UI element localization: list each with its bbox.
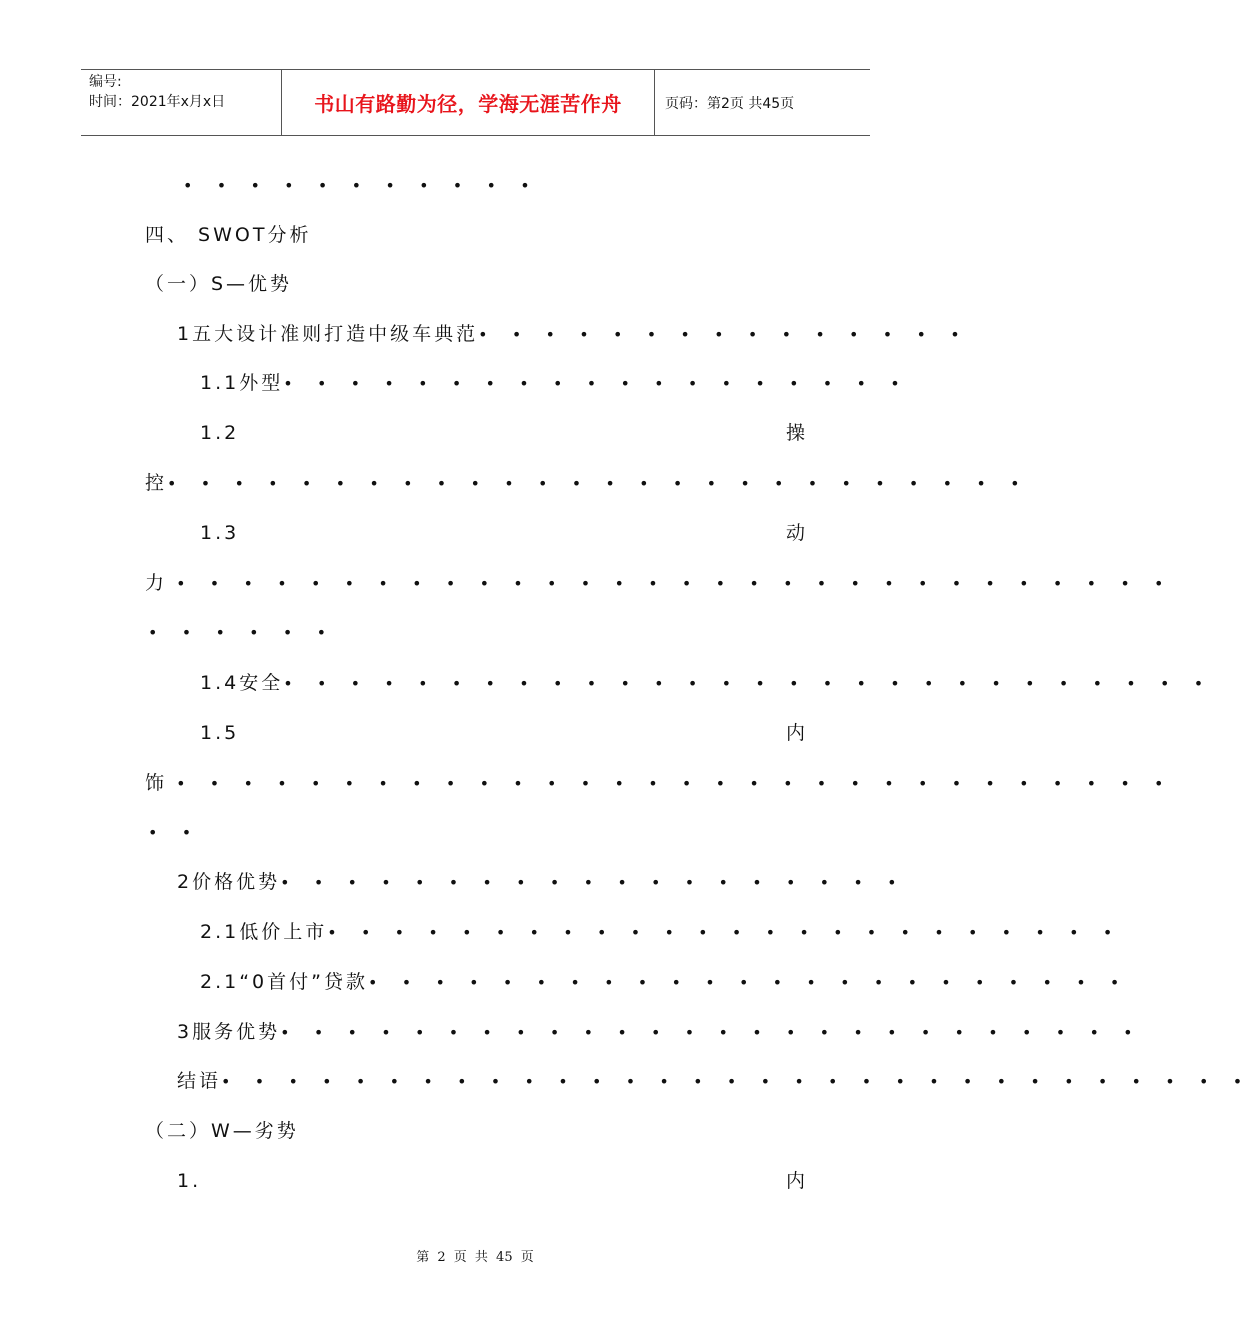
toc-item-1-4-label: 1.4安全 bbox=[200, 672, 284, 694]
toc-item-2-label: 2价格优势 bbox=[177, 871, 281, 893]
toc-item-1-3-leader-cont: • • • • • • bbox=[148, 623, 336, 642]
date-label: 时间：2021年x月x日 bbox=[89, 94, 226, 110]
toc-item-1-1-leader: • • • • • • • • • • • • • • • • • • • bbox=[283, 374, 910, 393]
toc-item-1-3-number: 1.3 bbox=[200, 522, 240, 544]
page-header bbox=[81, 69, 870, 136]
toc-item-1-5-cont bbox=[145, 771, 1173, 796]
toc-item-3-leader: • • • • • • • • • • • • • • • • • • • • • • • • • • bbox=[280, 1023, 1143, 1042]
toc-item-1-3-tail-right: 动 bbox=[786, 522, 806, 544]
toc-item-1-5-label: 饰 bbox=[145, 772, 168, 794]
toc-item-3-label: 3服务优势 bbox=[177, 1021, 281, 1043]
toc-item-1-2-number: 1.2 bbox=[200, 422, 240, 444]
toc-item-2-1 bbox=[200, 920, 1122, 945]
toc-section-swot: 四、 SWOT分析 bbox=[145, 224, 312, 246]
toc-item-1-3-cont bbox=[145, 571, 1173, 596]
toc-item-2-leader: • • • • • • • • • • • • • • • • • • • bbox=[280, 873, 907, 892]
toc-item-3 bbox=[177, 1020, 1142, 1045]
toc-item-2-1b-leader: • • • • • • • • • • • • • • • • • • • • • • • bbox=[368, 973, 1129, 992]
toc-weaknesses-heading: （二）W—劣势 bbox=[145, 1120, 299, 1142]
document-number-label: 编号: bbox=[89, 74, 122, 90]
toc-w-item-1-number: 1. bbox=[177, 1170, 202, 1192]
toc-item-1 bbox=[177, 322, 969, 347]
motto-text: 书山有路勤为径，学海无涯苦作舟 bbox=[314, 92, 622, 116]
toc-item-1-3-leader: • • • • • • • • • • • • • • • • • • • • • • • • • • • • • • bbox=[176, 574, 1174, 593]
toc-item-1-5-leader-cont: • • bbox=[148, 823, 201, 842]
toc-item-1-4-leader: • • • • • • • • • • • • • • • • • • • • • • • • • • • • bbox=[283, 674, 1213, 693]
page-footer: 第 2 页 共 45 页 bbox=[416, 1250, 534, 1265]
header-page-number: 页码：第2页 共45页 bbox=[665, 95, 795, 112]
toc-item-1-1-label: 1.1外型 bbox=[200, 372, 284, 394]
toc-item-1-2-label: 控 bbox=[145, 472, 168, 494]
toc-item-1-3-label: 力 bbox=[145, 572, 168, 594]
toc-conclusion bbox=[177, 1069, 1252, 1094]
toc-item-1-5-tail-right: 内 bbox=[786, 722, 806, 744]
toc-conclusion-label: 结语 bbox=[177, 1070, 222, 1092]
toc-item-1-2-tail-right: 操 bbox=[786, 422, 806, 444]
toc-item-1-4 bbox=[200, 671, 1213, 696]
toc-item-1-2-leader: • • • • • • • • • • • • • • • • • • • • • • • • • • bbox=[167, 474, 1030, 493]
toc-item-2-1b-label: 2.1“0首付”贷款 bbox=[200, 971, 368, 993]
toc-conclusion-leader: • • • • • • • • • • • • • • • • • • • • • • • • • • • • • • • bbox=[221, 1072, 1252, 1091]
toc-item-2-1-leader: • • • • • • • • • • • • • • • • • • • • • • • • bbox=[327, 923, 1122, 942]
toc-dots-top: • • • • • • • • • • • bbox=[183, 176, 540, 195]
toc-item-1-1 bbox=[200, 371, 909, 396]
toc-strengths-heading: （一）S—优势 bbox=[145, 273, 293, 295]
toc-item-2-1b bbox=[200, 970, 1129, 995]
toc-item-1-5-leader: • • • • • • • • • • • • • • • • • • • • • • • • • • • • • • bbox=[176, 774, 1174, 793]
header-motto-cell bbox=[282, 70, 655, 135]
header-meta bbox=[81, 70, 282, 135]
toc-w-item-1-tail-right: 内 bbox=[786, 1170, 806, 1192]
toc-item-1-5-number: 1.5 bbox=[200, 722, 240, 744]
toc-item-1-label: 1五大设计准则打造中级车典范 bbox=[177, 323, 479, 345]
header-page-cell bbox=[655, 70, 870, 135]
toc-item-1-leader: • • • • • • • • • • • • • • • bbox=[478, 325, 970, 344]
toc-item-1-2-cont bbox=[145, 471, 1029, 496]
toc-item-2 bbox=[177, 870, 906, 895]
toc-item-2-1-label: 2.1低价上市 bbox=[200, 921, 328, 943]
